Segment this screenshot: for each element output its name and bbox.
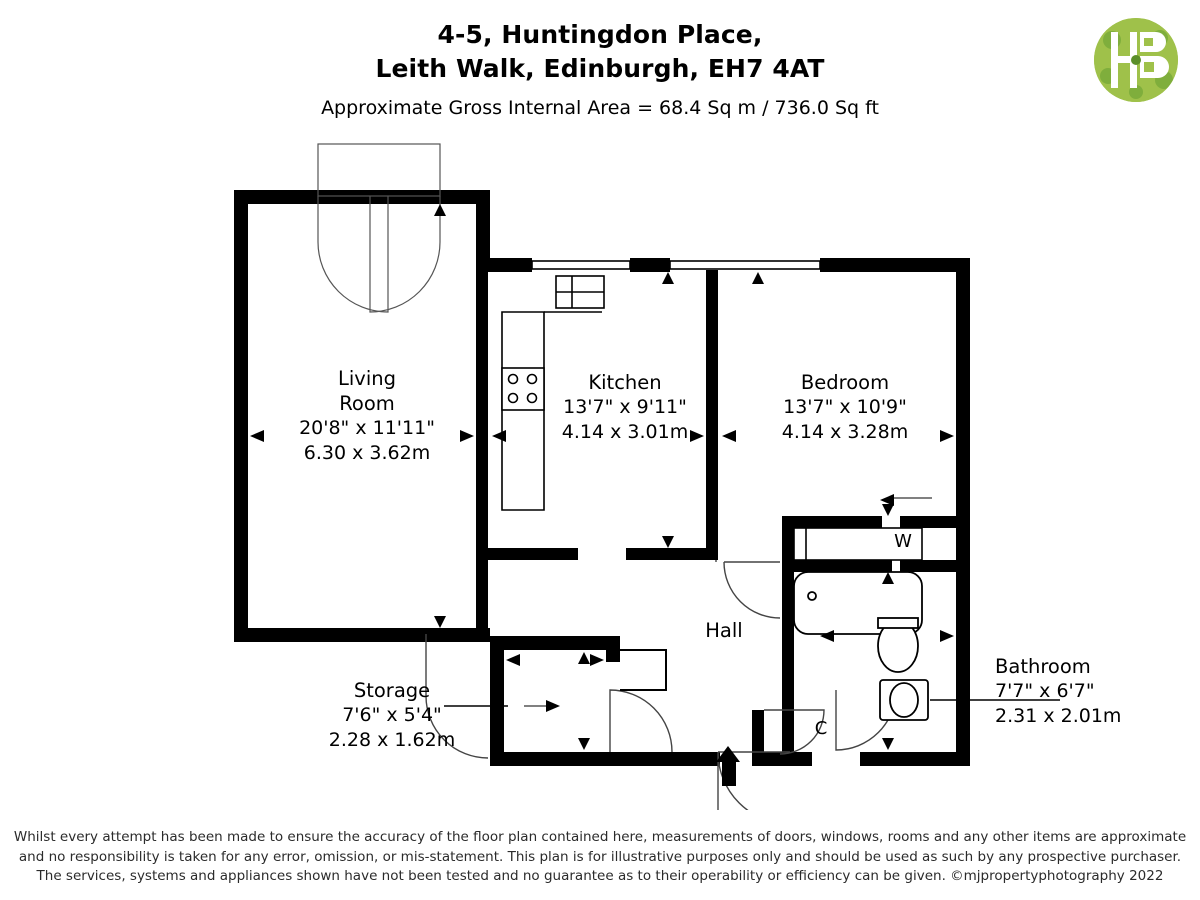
wall-storage-topright xyxy=(606,636,620,662)
room-dim-metric: 6.30 x 3.62m xyxy=(303,442,431,464)
room-dim-metric: 2.31 x 2.01m xyxy=(995,705,1122,727)
company-logo xyxy=(1094,18,1178,102)
wall-utility-bottom xyxy=(782,560,892,572)
room-name: Hall xyxy=(705,619,743,642)
disclaimer xyxy=(0,828,1200,887)
dim-arrow xyxy=(752,272,764,284)
bay-window-recess xyxy=(318,144,440,196)
hall-nook xyxy=(620,650,666,690)
room-label-storage xyxy=(282,678,502,753)
wall-bottom-right xyxy=(860,752,970,766)
room-name: Storage xyxy=(353,679,431,702)
room-dim-imperial: 7'7" x 6'7" xyxy=(995,680,1095,702)
wall-living-bottom xyxy=(234,628,490,642)
gross-internal-area: Approximate Gross Internal Area = 68.4 Sq m / 736.0 Sq ft xyxy=(321,97,879,119)
cupboard-label: C xyxy=(814,718,828,739)
wall-top-between-windows xyxy=(630,258,670,272)
room-dim-metric: 4.14 x 3.28m xyxy=(781,421,909,443)
wall-kitchen-bottom xyxy=(626,548,718,560)
door-swing-storage xyxy=(610,690,672,752)
wall-storage-top xyxy=(490,636,620,650)
disclaimer-line-1: Whilst every attempt has been made to ensure the accuracy of the floor plan contained here, measurements of doors, windows, rooms and any other items are approximate xyxy=(13,829,1187,845)
room-dim-metric: 2.28 x 1.62m xyxy=(328,729,456,751)
bathtub-plug xyxy=(808,592,816,600)
dim-arrow xyxy=(940,630,954,642)
logo-mark-icon xyxy=(1094,18,1178,102)
wall-top-right xyxy=(820,258,970,272)
wall-cupboard-left xyxy=(752,710,764,764)
room-label-bathroom xyxy=(995,654,1185,729)
dim-arrow xyxy=(662,272,674,284)
plan-header xyxy=(0,18,1200,120)
dim-arrow xyxy=(882,738,894,750)
wall-bottom-left xyxy=(490,752,720,766)
wall-bathroom-left xyxy=(782,560,794,752)
page-title-line-1: 4-5, Huntingdon Place, xyxy=(437,20,763,49)
room-name: Bathroom xyxy=(995,655,1091,678)
toilet-cistern xyxy=(878,618,918,628)
room-label-living-room xyxy=(252,366,482,466)
room-dim-imperial: 13'7" x 10'9" xyxy=(783,396,907,418)
room-name: Living xyxy=(338,367,396,390)
entrance-arrow-stem xyxy=(722,760,736,786)
dim-arrow xyxy=(578,738,590,750)
disclaimer-line-2: and no responsibility is taken for any error, omission, or mis-statement. This plan is for illustrative purposes only and should be used as such by any prospective purchaser. xyxy=(18,848,1182,865)
dim-arrow xyxy=(506,654,520,666)
room-name: Kitchen xyxy=(588,371,662,394)
window-bedroom xyxy=(670,261,820,269)
kitchen-hob-burner xyxy=(509,375,518,384)
wall-living-left xyxy=(234,190,248,642)
room-name-2: Room xyxy=(339,392,395,415)
page-title-line-2: Leith Walk, Edinburgh, EH7 4AT xyxy=(375,54,825,83)
window-kitchen xyxy=(532,261,630,269)
room-dim-metric: 4.14 x 3.01m xyxy=(561,421,689,443)
wall-top-link xyxy=(476,258,532,272)
room-label-hall xyxy=(660,618,788,643)
bay-window-left-leaf xyxy=(318,196,388,312)
room-dim-imperial: 20'8" x 11'11" xyxy=(299,417,435,439)
wall-bedroom-bottom xyxy=(782,516,882,528)
dim-arrow xyxy=(662,536,674,548)
kitchen-hob-burner xyxy=(509,394,518,403)
dim-arrow xyxy=(434,616,446,628)
dim-arrow xyxy=(434,204,446,216)
washbasin-bowl xyxy=(890,683,918,717)
dim-arrow xyxy=(492,430,506,442)
wall-living-top xyxy=(234,190,490,204)
washing-machine-label: W xyxy=(894,531,912,552)
room-dim-imperial: 7'6" x 5'4" xyxy=(342,704,442,726)
room-label-bedroom xyxy=(740,370,950,445)
door-swing-kitchen-hall xyxy=(716,560,780,618)
wall-kitchen-bottom-left xyxy=(488,548,578,560)
bay-window-right-leaf xyxy=(370,196,440,312)
wall-bedroom-bottom-right xyxy=(900,516,958,528)
room-dim-imperial: 13'7" x 9'11" xyxy=(563,396,687,418)
wall-right-outer xyxy=(956,258,970,766)
room-label-kitchen xyxy=(520,370,730,445)
dim-arrow xyxy=(590,654,604,666)
dim-arrow xyxy=(578,652,590,664)
room-name: Bedroom xyxy=(800,371,890,394)
dim-arrow xyxy=(882,504,894,516)
wall-utility-bottom-right xyxy=(900,560,958,572)
disclaimer-line-3: The services, systems and appliances shown have not been tested and no guarantee as to their operability or efficiency can be given. ©mjpropertyphotography 2022 xyxy=(36,868,1164,884)
